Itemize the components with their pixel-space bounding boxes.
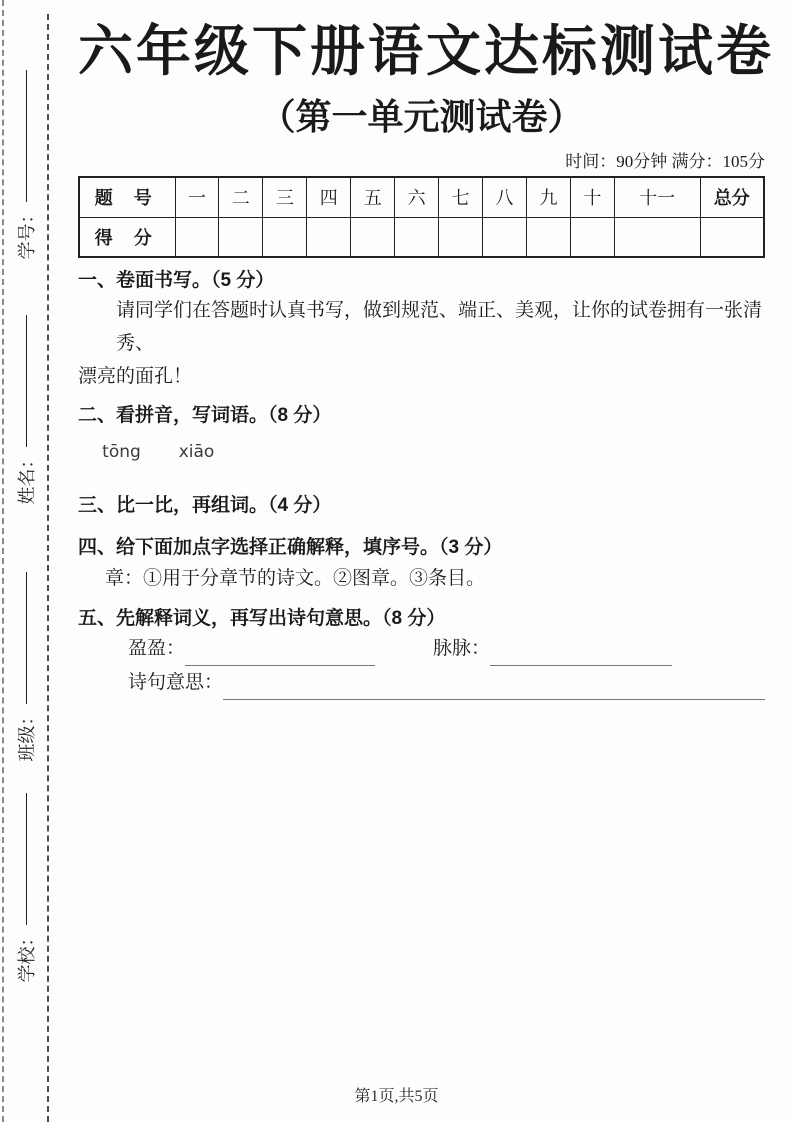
score-cell-10 [570,217,614,257]
margin-field-school [14,778,38,998]
margin-field-label: 学校： [17,928,37,983]
section-4-heading: 四、给下面加点字选择正确解释，填序号。（3 分） [78,537,503,558]
word-definition-blanks [78,632,765,666]
score-column-3: 三 [263,177,307,217]
meaning-label: 诗句意思： [128,672,224,693]
margin-field-class [14,557,38,777]
pinyin-row-1 [78,442,765,465]
score-cell-2 [219,217,263,257]
section-1-heading: 一、卷面书写。（5 分） [78,270,275,291]
score-column-5: 五 [351,177,395,217]
page-footer: 第1页,共5页 [354,1088,439,1105]
section-5-heading: 五、先解释词义，再写出诗句意思。（8 分） [78,608,446,629]
score-table-score-row [79,217,764,257]
binding-dashed-line [47,14,49,1122]
page-subtitle: （第一单元测试卷） [259,97,584,137]
score-column-6: 六 [395,177,439,217]
score-cell-4 [307,217,351,257]
score-column-10: 十 [570,177,614,217]
margin-field-student-number [14,55,38,275]
class-blank-line [26,573,27,705]
meaning-answer-line [223,676,765,700]
score-cell-11 [614,217,700,257]
name-blank-line [26,316,27,448]
margin-field-label: 姓名： [17,450,37,505]
definition-line: 章：①用于分章节的诗文。②图章。③条目。 [105,568,486,589]
score-column-8: 八 [483,177,527,217]
poem-meaning-row [78,666,765,700]
page-edge-dashed-line [2,0,4,1122]
pinyin-label: xiāo [178,442,215,462]
score-table-header-row [79,177,764,217]
student-number-blank-line [26,71,27,203]
school-blank-line [26,794,27,926]
score-table-score-label: 得 分 [79,217,175,257]
pinyin-group [84,442,234,465]
score-column-11: 十一 [614,177,700,217]
pinyin-labels [84,442,234,462]
score-table [78,176,765,258]
score-cell-3 [263,217,307,257]
score-table-body [79,177,764,257]
momo-answer-line [490,642,672,666]
score-cell-5 [351,217,395,257]
score-cell-7 [439,217,483,257]
score-cell-6 [395,217,439,257]
score-column-1: 一 [175,177,219,217]
score-cell-9 [527,217,571,257]
page-title: 六年级下册语文达标测试卷 [78,21,775,82]
score-column-7: 七 [439,177,483,217]
section-1-body-line-2: 漂亮的面孔！ [78,366,193,387]
score-cell-12 [700,217,764,257]
score-cell-8 [483,217,527,257]
score-column-4: 四 [307,177,351,217]
pinyin-label: tōng [102,442,141,462]
section-1-body-line-1: 请同学们在答题时认真书写，做到规范、端正、美观，让你的试卷拥有一张清秀、 [116,300,763,354]
score-column-2: 二 [219,177,263,217]
blank-label-momo: 脉脉： [433,638,491,659]
score-table-question-label: 题 号 [79,177,175,217]
score-column-9: 九 [527,177,571,217]
exam-meta: 时间：90分钟 满分：105分 [565,152,765,171]
yingying-answer-line [185,642,375,666]
margin-field-label: 班级： [17,707,37,762]
section-2-heading: 二、看拼音，写词语。（8 分） [78,405,332,426]
paper-content [78,0,775,704]
score-cell-1 [175,217,219,257]
margin-field-label: 学号： [17,205,37,260]
blank-label-yingying: 盈盈： [128,638,186,659]
section-3-heading: 三、比一比，再组词。（4 分） [78,495,332,516]
score-column-12: 总分 [700,177,764,217]
margin-field-name [14,300,38,520]
